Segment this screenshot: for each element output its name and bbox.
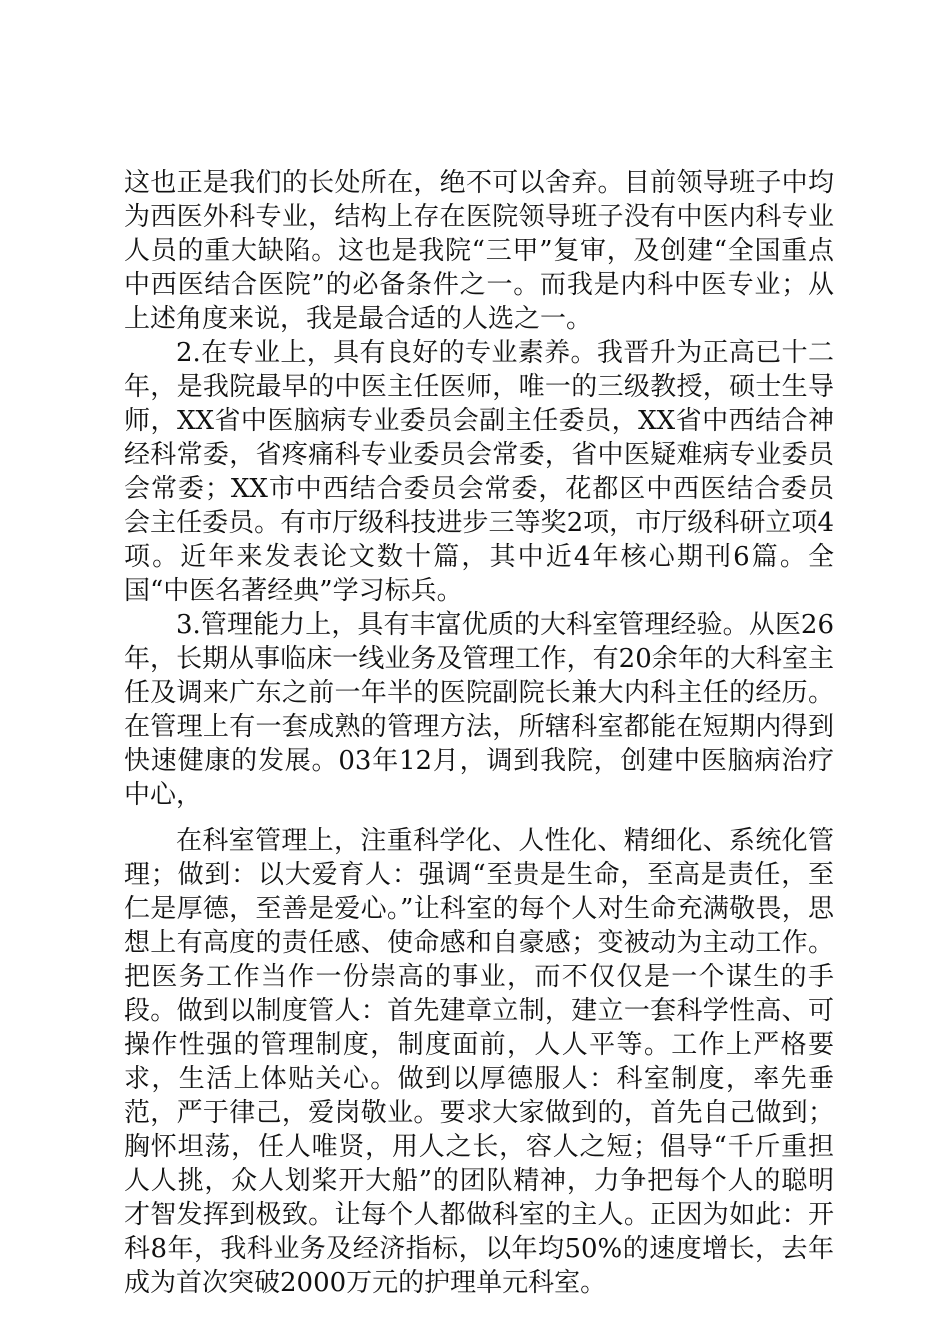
paragraph-professional-qualification: 2.在专业上，具有良好的专业素养。我晋升为正高已十二年，是我院最早的中医主任医师，唯一的三级教授，硕士生导师，XX省中医脑病专业委员会副主任委员，XX省中西结合神经科常委，省疼痛科专业委员会常委，省中医疑难病专业委员会常委；XX市中西结合委员会常委，花都区中西医结合委员会主任委员。有市厅级科技进步三等奖2项，市厅级科研立项4项。近年来发表论文数十篇，其中近4年核心期刊6篇。全国“中医名著经典”学习标兵。 [124, 338, 834, 606]
paragraph-management-experience: 3.管理能力上，具有丰富优质的大科室管理经验。从医26年，长期从事临床一线业务及管理工作，有20余年的大科室主任及调来广东之前一年半的医院副院长兼大内科主任的经历。在管理上有一套成熟的管理方法，所辖科室都能在短期内得到快速健康的发展。03年12月，调到我院，创建中医脑病治疗中心， [124, 610, 834, 810]
paragraph-department-management: 在科室管理上，注重科学化、人性化、精细化、系统化管理；做到：以大爱育人：强调“至贵是生命，至高是责任，至仁是厚德，至善是爱心。”让科室的每个人对生命充满敬畏，思想上有高度的责任感、使命感和自豪感；变被动为主动工作。把医务工作当作一份崇高的事业，而不仅仅是一个谋生的手段。做到以制度管人：首先建章立制，建立一套科学性高、可操作性强的管理制度，制度面前，人人平等。工作上严格要求，生活上体贴关心。做到以厚德服人：科室制度，率先垂范，严于律己，爱岗敬业。要求大家做到的，首先自己做到；胸怀坦荡，任人唯贤，用人之长，容人之短；倡导“千斤重担人人挑，众人划桨开大船”的团队精神，力争把每个人的聪明才智发挥到极致。让每个人都做科室的主人。正因为如此：开科8年，我科业务及经济指标，以年均50%的速度增长，去年成为首次突破2000万元的护理单元科室。 [124, 826, 834, 1298]
paragraph-continuation: 这也正是我们的长处所在，绝不可以舍弃。目前领导班子中均为西医外科专业，结构上存在医院领导班子没有中医内科专业人员的重大缺陷。这也是我院“三甲”复审，及创建“全国重点中西医结合医院”的必备条件之一。而我是内科中医专业；从上述角度来说，我是最合适的人选之一。 [124, 168, 834, 334]
document-body [124, 166, 834, 1300]
